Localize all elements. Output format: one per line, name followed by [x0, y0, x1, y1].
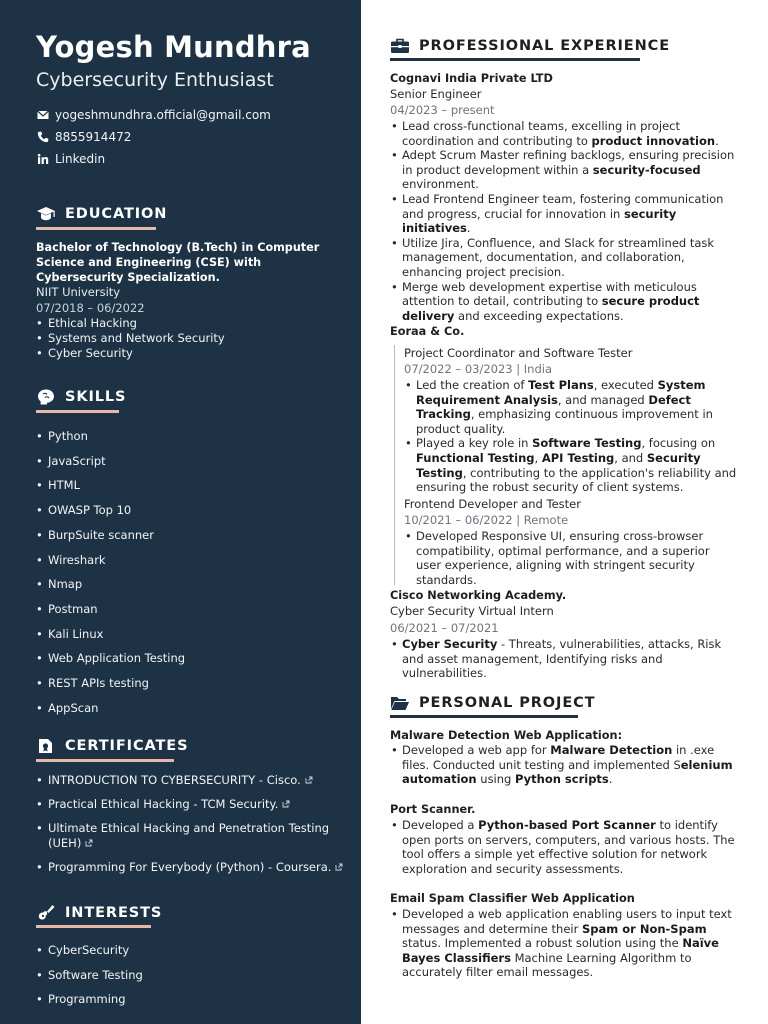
- project-bullets: [390, 743, 738, 787]
- list-item: • OWASP Top 10: [36, 498, 185, 523]
- skills-underline: [36, 410, 119, 413]
- list-item: • Cyber Security - Threats, vulnerabilities, attacks, Risk and asset management, Identifying risks and vulnerabilities.: [390, 637, 738, 681]
- job-bullets: [404, 378, 738, 495]
- job-title: Frontend Developer and Tester: [404, 497, 581, 511]
- list-item: • Merge web development expertise with meticulous attention to detail, contributing to secure product delivery and exceeding expectations.: [390, 280, 738, 324]
- envelope-icon: [37, 109, 49, 121]
- job-bullets: [404, 529, 738, 587]
- projects-heading-text: PERSONAL PROJECT: [419, 695, 596, 711]
- list-item: • Postman: [36, 597, 185, 622]
- list-item: • HTML: [36, 473, 185, 498]
- list-item: • Led the creation of Test Plans, executed System Requirement Analysis, and managed Defect Tracking, emphasizing continuous improvement in product quality.: [404, 378, 738, 436]
- linkedin-icon: [37, 153, 49, 165]
- sidebar: [0, 0, 361, 1024]
- external-link-icon[interactable]: [335, 863, 343, 871]
- list-item: • Cyber Security: [36, 346, 225, 361]
- brain-icon: [36, 388, 56, 406]
- list-item: • JavaScript: [36, 449, 185, 474]
- project-name: Malware Detection Web Application:: [390, 729, 623, 742]
- certificate-item[interactable]: [36, 797, 343, 812]
- certificate-text-cont: (UEH): [48, 836, 82, 850]
- experience-heading: [390, 37, 670, 55]
- list-item: • Played a key role in Software Testing, focusing on Functional Testing, API Testing, and Security Testing, contributing to the application's reliability and ensuring the robust security of client systems.: [404, 436, 738, 494]
- education-heading: [36, 205, 167, 223]
- project-bullets: [390, 818, 738, 876]
- job-title: Cyber Security Virtual Intern: [390, 604, 554, 618]
- list-item: • Utilize Jira, Confluence, and Slack for streamlined task management, documentation, and collaboration, enhancing project precision.: [390, 236, 738, 280]
- skills-heading-text: SKILLS: [65, 389, 127, 405]
- list-item: • Wireshark: [36, 548, 185, 573]
- briefcase-icon: [390, 37, 410, 55]
- certificate-item[interactable]: [36, 773, 343, 788]
- certificates-heading: [36, 737, 188, 755]
- list-item: • Developed a Python-based Port Scanner to identify open ports on servers, computers, and various hosts. The tool offers a simple yet effective solution for network exploration and security assessments.: [390, 818, 738, 876]
- external-link-icon[interactable]: [85, 839, 93, 847]
- certificate-icon: [36, 737, 56, 755]
- list-item: • Developed a web application enabling users to input text messages and determine their Spam or Non-Spam status. Implemented a robust solution using the Naïve Bayes Classifiers Machine Learning Algorithm to accurately filter email messages.: [390, 907, 738, 980]
- list-item: • Developed Responsive UI, ensuring cross-browser compatibility, optimal performance, and a superior user experience, aligning with stringent security standards.: [404, 529, 738, 587]
- project-name: Port Scanner.: [390, 803, 476, 816]
- list-item: • Programming: [36, 987, 143, 1012]
- job-dates: 04/2023 – present: [390, 103, 495, 117]
- contact-linkedin[interactable]: [37, 152, 105, 166]
- job-dates: 07/2022 – 03/2023 | India: [404, 362, 553, 376]
- contact-phone[interactable]: [37, 130, 131, 144]
- external-link-icon[interactable]: [282, 800, 290, 808]
- job-bullets: [390, 119, 738, 323]
- list-item: • BurpSuite scanner: [36, 523, 185, 548]
- list-item: • Systems and Network Security: [36, 331, 225, 346]
- list-item: • Developed a web app for Malware Detection in .exe files. Conducted unit testing and implemented Selenium automation using Python scripts.: [390, 743, 738, 787]
- certificates-list: [36, 773, 343, 875]
- list-item: • Lead cross-functional teams, excelling in project coordination and contributing to product innovation.: [390, 119, 738, 148]
- experience-heading-text: PROFESSIONAL EXPERIENCE: [419, 38, 670, 54]
- certificate-text: INTRODUCTION TO CYBERSECURITY - Cisco.: [48, 773, 301, 787]
- candidate-role: Cybersecurity Enthusiast: [36, 69, 274, 91]
- list-item: • Software Testing: [36, 963, 143, 988]
- interests-list: [36, 938, 143, 1012]
- skills-list: [36, 424, 185, 720]
- list-item: • Adept Scrum Master refining backlogs, ensuring precision in product development within a security-focused environment.: [390, 148, 738, 192]
- certificates-underline: [36, 759, 174, 762]
- interests-underline: [36, 925, 151, 928]
- company-name: Cisco Networking Academy.: [390, 589, 567, 602]
- company-name: Cognavi India Private LTD: [390, 72, 553, 85]
- interests-heading: [36, 904, 162, 922]
- certificate-text: Practical Ethical Hacking - TCM Security.: [48, 797, 279, 811]
- education-heading-text: EDUCATION: [65, 206, 168, 222]
- education-degree: Bachelor of Technology (B.Tech) in Computer Science and Engineering (CSE) with Cybersecurity Specialization.: [36, 241, 320, 284]
- certificate-item[interactable]: [36, 860, 343, 875]
- main-column: [361, 0, 768, 1024]
- list-item: • Ethical Hacking: [36, 316, 225, 331]
- project-name: Email Spam Classifier Web Application: [390, 892, 635, 905]
- project-bullets: [390, 907, 738, 980]
- list-item: • AppScan: [36, 696, 185, 721]
- list-item: • Web Application Testing: [36, 646, 185, 671]
- contact-email[interactable]: [37, 108, 271, 122]
- list-item: • Lead Frontend Engineer team, fostering communication and progress, crucial for innovation in security initiatives.: [390, 192, 738, 236]
- skills-heading: [36, 388, 126, 406]
- certificate-text: Ultimate Ethical Hacking and Penetration Testing: [48, 821, 330, 835]
- job-title: Project Coordinator and Software Tester: [404, 346, 633, 360]
- phone-icon: [37, 131, 49, 143]
- company-name: Eoraa & Co.: [390, 325, 465, 338]
- certificate-text: Programming For Everybody (Python) - Coursera.: [48, 860, 332, 874]
- guitar-icon: [36, 904, 56, 922]
- timeline-line: [394, 345, 395, 585]
- list-item: • Python: [36, 424, 185, 449]
- education-underline: [36, 227, 156, 230]
- job-dates: 06/2021 – 07/2021: [390, 621, 499, 635]
- folder-open-icon: [390, 694, 410, 712]
- job-dates: 10/2021 – 06/2022 | Remote: [404, 513, 569, 527]
- external-link-icon[interactable]: [305, 776, 313, 784]
- list-item: • Nmap: [36, 572, 185, 597]
- job-bullets: [390, 637, 738, 681]
- list-item: • CyberSecurity: [36, 938, 143, 963]
- linkedin-text: Linkedin: [55, 152, 106, 166]
- candidate-name: Yogesh Mundhra: [36, 30, 311, 64]
- list-item: • REST APIs testing: [36, 671, 185, 696]
- phone-text: 8855914472: [55, 130, 132, 144]
- education-dates: 07/2018 – 06/2022: [36, 301, 145, 315]
- job-title: Senior Engineer: [390, 87, 482, 101]
- certificate-item[interactable]: [36, 821, 343, 851]
- projects-heading: [390, 694, 595, 712]
- interests-heading-text: INTERESTS: [65, 905, 163, 921]
- email-text: yogeshmundhra.official@gmail.com: [55, 108, 271, 122]
- education-list: [36, 316, 225, 361]
- list-item: • Kali Linux: [36, 622, 185, 647]
- certificates-heading-text: CERTIFICATES: [65, 738, 189, 754]
- education-school: NIIT University: [36, 285, 121, 299]
- experience-underline: [390, 58, 640, 61]
- projects-underline: [390, 715, 578, 718]
- graduation-cap-icon: [36, 205, 56, 223]
